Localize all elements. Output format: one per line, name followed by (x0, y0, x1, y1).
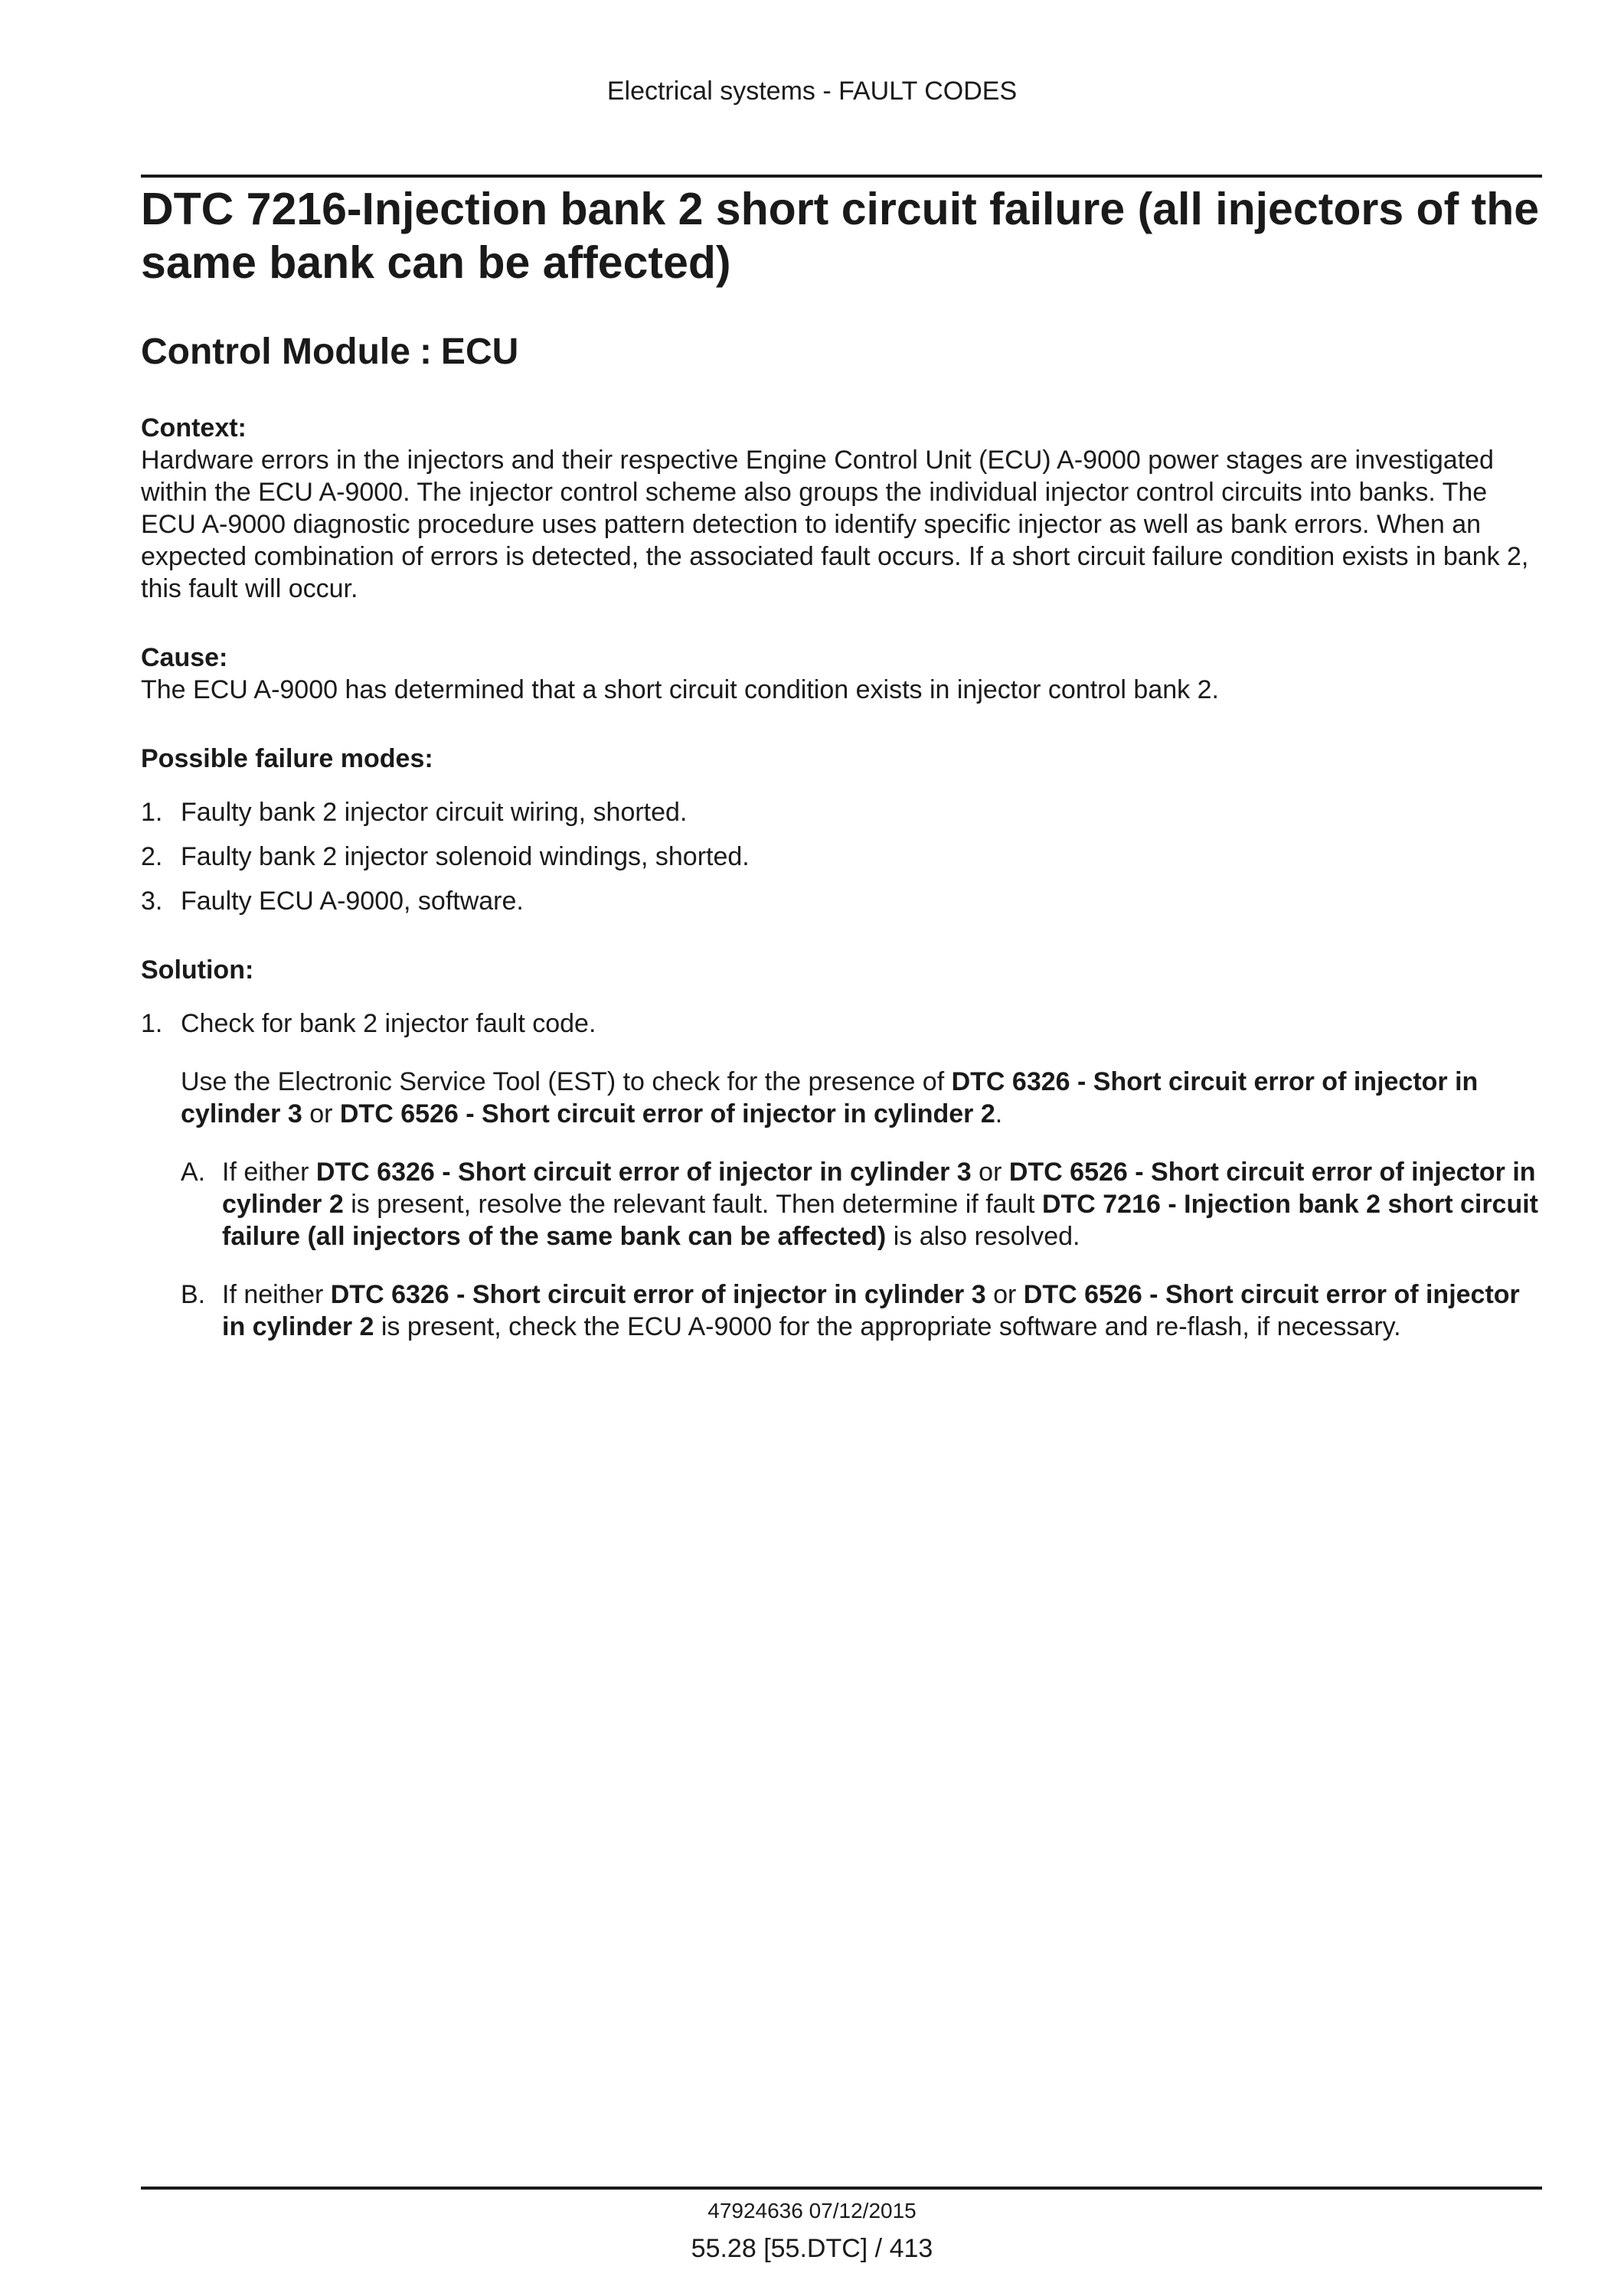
solution-step (141, 1008, 1542, 1040)
control-module-heading (141, 329, 1542, 375)
substep-letter: A. (181, 1158, 206, 1187)
substep-letter: B. (181, 1280, 206, 1309)
page-header: Electrical systems - FAULT CODES (606, 77, 1018, 106)
text-run: or (302, 1099, 340, 1128)
list-item-text: Faulty ECU A-9000, software. (181, 887, 524, 916)
page-title: DTC 7216-Injection bank 2 short circuit failure (all injectors of the same bank can be affected) (141, 184, 1540, 288)
text-run: is present, check the ECU A-9000 for the appropriate software and re-flash, if necessary. (374, 1312, 1401, 1341)
text-run: If either (222, 1158, 316, 1187)
context-label: Context: (141, 413, 247, 443)
solution-substep-b (141, 1279, 1542, 1343)
text-run: is present, resolve the relevant fault. Then determine if fault (343, 1190, 1042, 1219)
text-run: is also resolved. (886, 1222, 1080, 1251)
list-item (141, 885, 1542, 917)
context-text: Hardware errors in the injectors and their respective Engine Control Unit (ECU) A-9000 power stages are investigated within the ECU A-9000. The injector control scheme also groups the individual injector control circuits into banks. The ECU A-9000 diagnostic procedure uses pattern detection to identify specific injector as well as bank errors. When an expected combination of errors is detected, the associated fault occurs. If a short circuit failure condition exists in bank 2, this fault will occur. (141, 446, 1529, 603)
bottom-rule (141, 2187, 1542, 2190)
solution-label: Solution: (141, 955, 254, 985)
solution-step-text: Check for bank 2 injector fault code. (181, 1009, 596, 1038)
text-run: or (985, 1280, 1024, 1309)
dtc-reference: DTC 6326 - Short circuit error of injector in cylinder 3 (330, 1280, 986, 1309)
dtc-reference: DTC 6526 - Short circuit error of injector in cylinder 2 (339, 1099, 995, 1128)
failure-modes-list (141, 796, 1542, 917)
dtc-reference: DTC 6526 - Short circuit error of injector in cylinder 2 (222, 1280, 1520, 1341)
text-run: Use the Electronic Service Tool (EST) to check for the presence of (181, 1067, 952, 1096)
list-item (141, 841, 1542, 873)
list-item-text: Faulty bank 2 injector solenoid windings, shorted. (181, 842, 750, 871)
list-item-number: 2. (141, 842, 163, 871)
control-module-label: Control Module (141, 331, 410, 372)
document-id: 47924636 07/12/2015 (707, 2199, 917, 2223)
content (141, 182, 1542, 1343)
top-rule (141, 175, 1542, 178)
text-run: or (971, 1158, 1009, 1187)
dtc-reference: DTC 6326 - Short circuit error of injector in cylinder 3 (181, 1067, 1479, 1128)
list-item-number: 1. (141, 798, 163, 827)
control-module-value: ECU (440, 331, 519, 372)
dtc-reference: DTC 6526 - Short circuit error of injector in cylinder 2 (222, 1158, 1536, 1219)
solution-list (141, 1008, 1542, 1040)
dtc-reference: DTC 6326 - Short circuit error of injector in cylinder 3 (315, 1158, 972, 1187)
control-module-separator: : (419, 331, 432, 372)
solution-instruction (141, 1066, 1542, 1130)
page-number: 55.28 [55.DTC] / 413 (691, 2234, 933, 2263)
text-run: If neither (222, 1280, 331, 1309)
solution-substep-a (141, 1156, 1542, 1253)
text-run: . (995, 1099, 1003, 1128)
cause-label: Cause: (141, 643, 228, 672)
solution-step-number: 1. (141, 1009, 163, 1038)
failure-modes-label: Possible failure modes: (141, 744, 433, 773)
list-item-text: Faulty bank 2 injector circuit wiring, shorted. (181, 798, 688, 827)
list-item-number: 3. (141, 887, 163, 916)
dtc-reference: DTC 7216 - Injection bank 2 short circuit failure (all injectors of the same bank can be affected) (222, 1190, 1538, 1251)
cause-text: The ECU A-9000 has determined that a short circuit condition exists in injector control bank 2. (141, 675, 1219, 704)
list-item (141, 796, 1542, 828)
